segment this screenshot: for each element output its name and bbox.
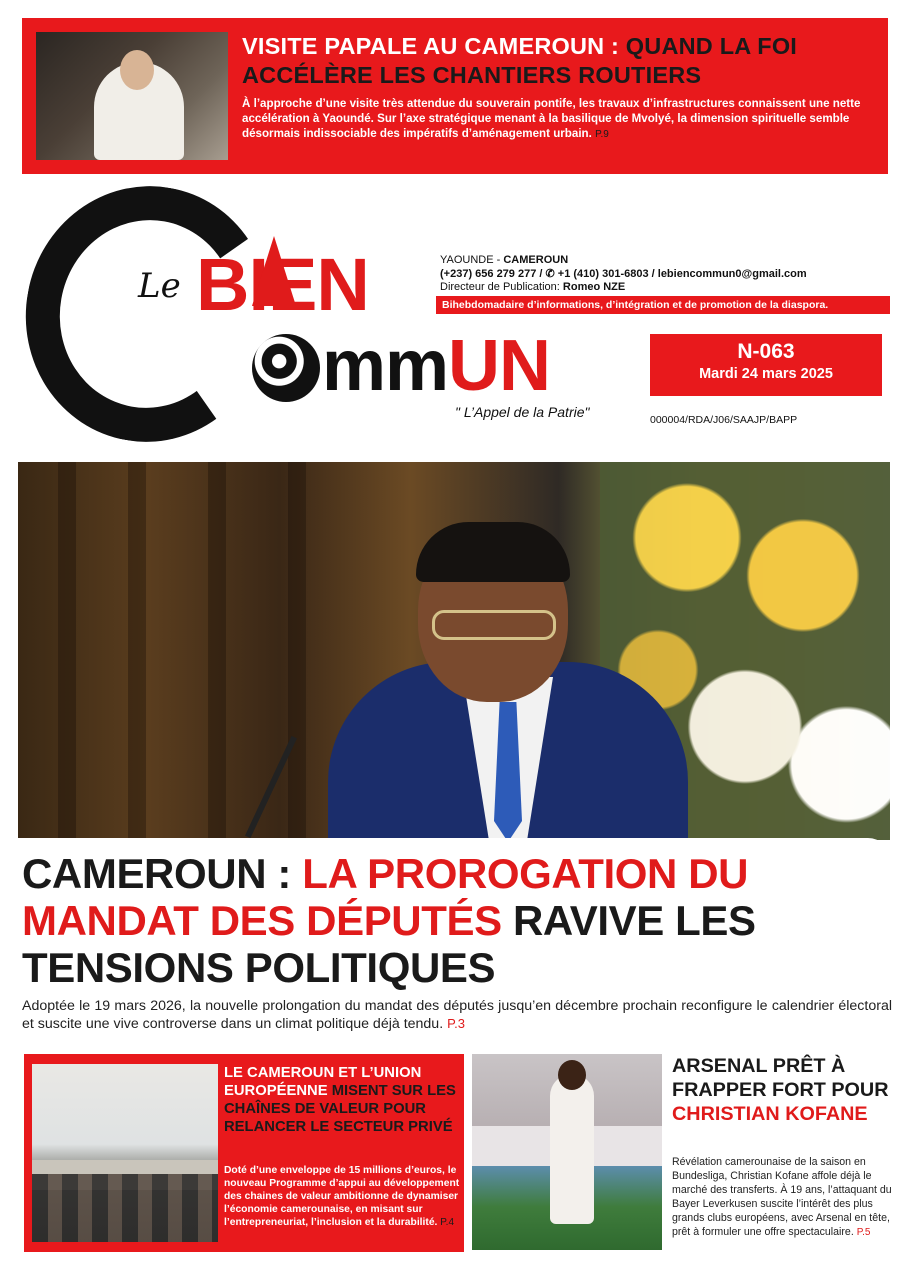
top-story-title-highlight: QUAND LA FOI ACCÉLÈRE LES CHANTIERS ROUTIERS (242, 33, 798, 88)
eu-story-title-lead: LE CAMEROUN ET L’UNION EUROPÉENNE (224, 1065, 422, 1099)
city-line (440, 254, 568, 266)
speaker-hair-shape (416, 522, 570, 582)
director-line (440, 281, 625, 293)
main-story-summary (22, 997, 892, 1033)
eu-story-title-tail: MISENT SUR LES CHAÎNES DE VALEUR POUR RELANCER LE SECTEUR PRIVÉ (224, 1083, 456, 1135)
eu-story-summary (224, 1164, 460, 1229)
director-label: Directeur de Publication: (440, 281, 563, 293)
publication-description: Bihebdomadaire d’informations, d’intégration et de promotion de la diaspora. (436, 296, 890, 314)
speaker-glasses-shape (432, 610, 556, 640)
main-story-summary-text: Adoptée le 19 mars 2026, la nouvelle prolongation du mandat des députés jusqu’en décembre prochain reconfigure le calendrier électoral et suscite une vive controverse dans un climat politique déjà tendu. (22, 998, 892, 1032)
eu-story-summary-text: Doté d’une enveloppe de 15 millions d’euros, le nouveau Programme d’appui au développement des chaines de valeur ambitionne de dynamiser l’économie camerounaise, en misant sur l’entrepreneuriat, l’inclusion et la durabilité. (224, 1165, 460, 1228)
curtain-fold (58, 462, 76, 840)
registration-number: 000004/RDA/J06/SAAJP/BAPP (650, 414, 798, 426)
logo-commun-un: UN (448, 326, 551, 406)
main-headline-lead: CAMEROUN : (22, 850, 303, 897)
director-name: Romeo NZE (562, 281, 626, 293)
player-head-shape (558, 1060, 586, 1090)
arsenal-story-title[interactable] (672, 1054, 892, 1126)
issue-box (650, 334, 882, 396)
curtain-fold (288, 462, 306, 840)
arsenal-story-summary (672, 1155, 892, 1240)
player-kit-shape (550, 1074, 594, 1224)
arsenal-story-page-ref: P.5 (856, 1227, 871, 1238)
pope-head-shape (120, 50, 154, 90)
main-story-page-ref: P.3 (447, 1016, 465, 1031)
pope-photo (36, 32, 228, 160)
meeting-attendees-shape (32, 1174, 218, 1242)
logo-commun (322, 328, 550, 404)
issue-date: Mardi 24 mars 2025 (699, 366, 833, 382)
eu-story-title (224, 1064, 460, 1136)
logo-commun-mm: mm (322, 326, 449, 406)
main-story-photo[interactable] (18, 462, 890, 840)
logo-bien: BIEN (196, 243, 369, 326)
top-story-summary-text: À l’approche d’une visite très attendue du souverain pontife, les travaux d’infrastructures connaissent une nette accélération à Yaoundé. Sur l’axe stratégique menant à la basilique de Mvolyé, la dimension spirituelle semble désormais indissociable des impératifs d’aménagement urbain. (242, 97, 861, 140)
curtain-fold (208, 462, 226, 840)
meeting-photo (32, 1064, 218, 1242)
city-country: CAMEROUN (503, 254, 569, 266)
arsenal-story-title-highlight: CHRISTIAN KOFANE (672, 1103, 868, 1125)
top-story-title (242, 32, 872, 90)
eu-story-card[interactable] (24, 1054, 464, 1252)
issue-number: N-063 (737, 340, 795, 363)
logo-le: Le (138, 266, 181, 306)
football-player-photo[interactable] (472, 1054, 662, 1250)
main-headline-tail: RAVIVE LES TENSIONS POLITIQUES (22, 897, 756, 991)
contact-line: (+237) 656 279 277 / ✆ +1 (410) 301-6803 / lebiencommun0@gmail.com (440, 268, 807, 280)
curtain-fold (128, 462, 146, 840)
arsenal-story-title-lead: ARSENAL PRÊT À FRAPPER FORT POUR (672, 1055, 889, 1101)
top-story-title-lead: VISITE PAPALE AU CAMEROUN : (242, 33, 626, 59)
tagline: " L’Appel de la Patrie" (455, 404, 590, 420)
globe-icon (252, 334, 320, 402)
top-story-banner[interactable] (22, 18, 888, 174)
arsenal-story-summary-text: Révélation camerounaise de la saison en Bundesliga, Christian Kofane affole déjà le marché des transferts. À 19 ans, l’attaquant du Bayer Leverkusen suscite l’intérêt des plus grands clubs européens, avec Arsenal en tête, prêt à formuler une offre spectaculaire. (672, 1156, 892, 1238)
eu-story-page-ref: P.4 (440, 1217, 455, 1228)
logo-tower-icon (252, 236, 296, 306)
top-story-summary (242, 96, 882, 142)
main-headline[interactable] (22, 850, 890, 991)
main-headline-highlight: LA PROROGATION DU MANDAT DES DÉPUTÉS (22, 850, 749, 944)
city-prefix: YAOUNDE - (440, 254, 504, 266)
top-story-page-ref: P.9 (595, 129, 609, 140)
